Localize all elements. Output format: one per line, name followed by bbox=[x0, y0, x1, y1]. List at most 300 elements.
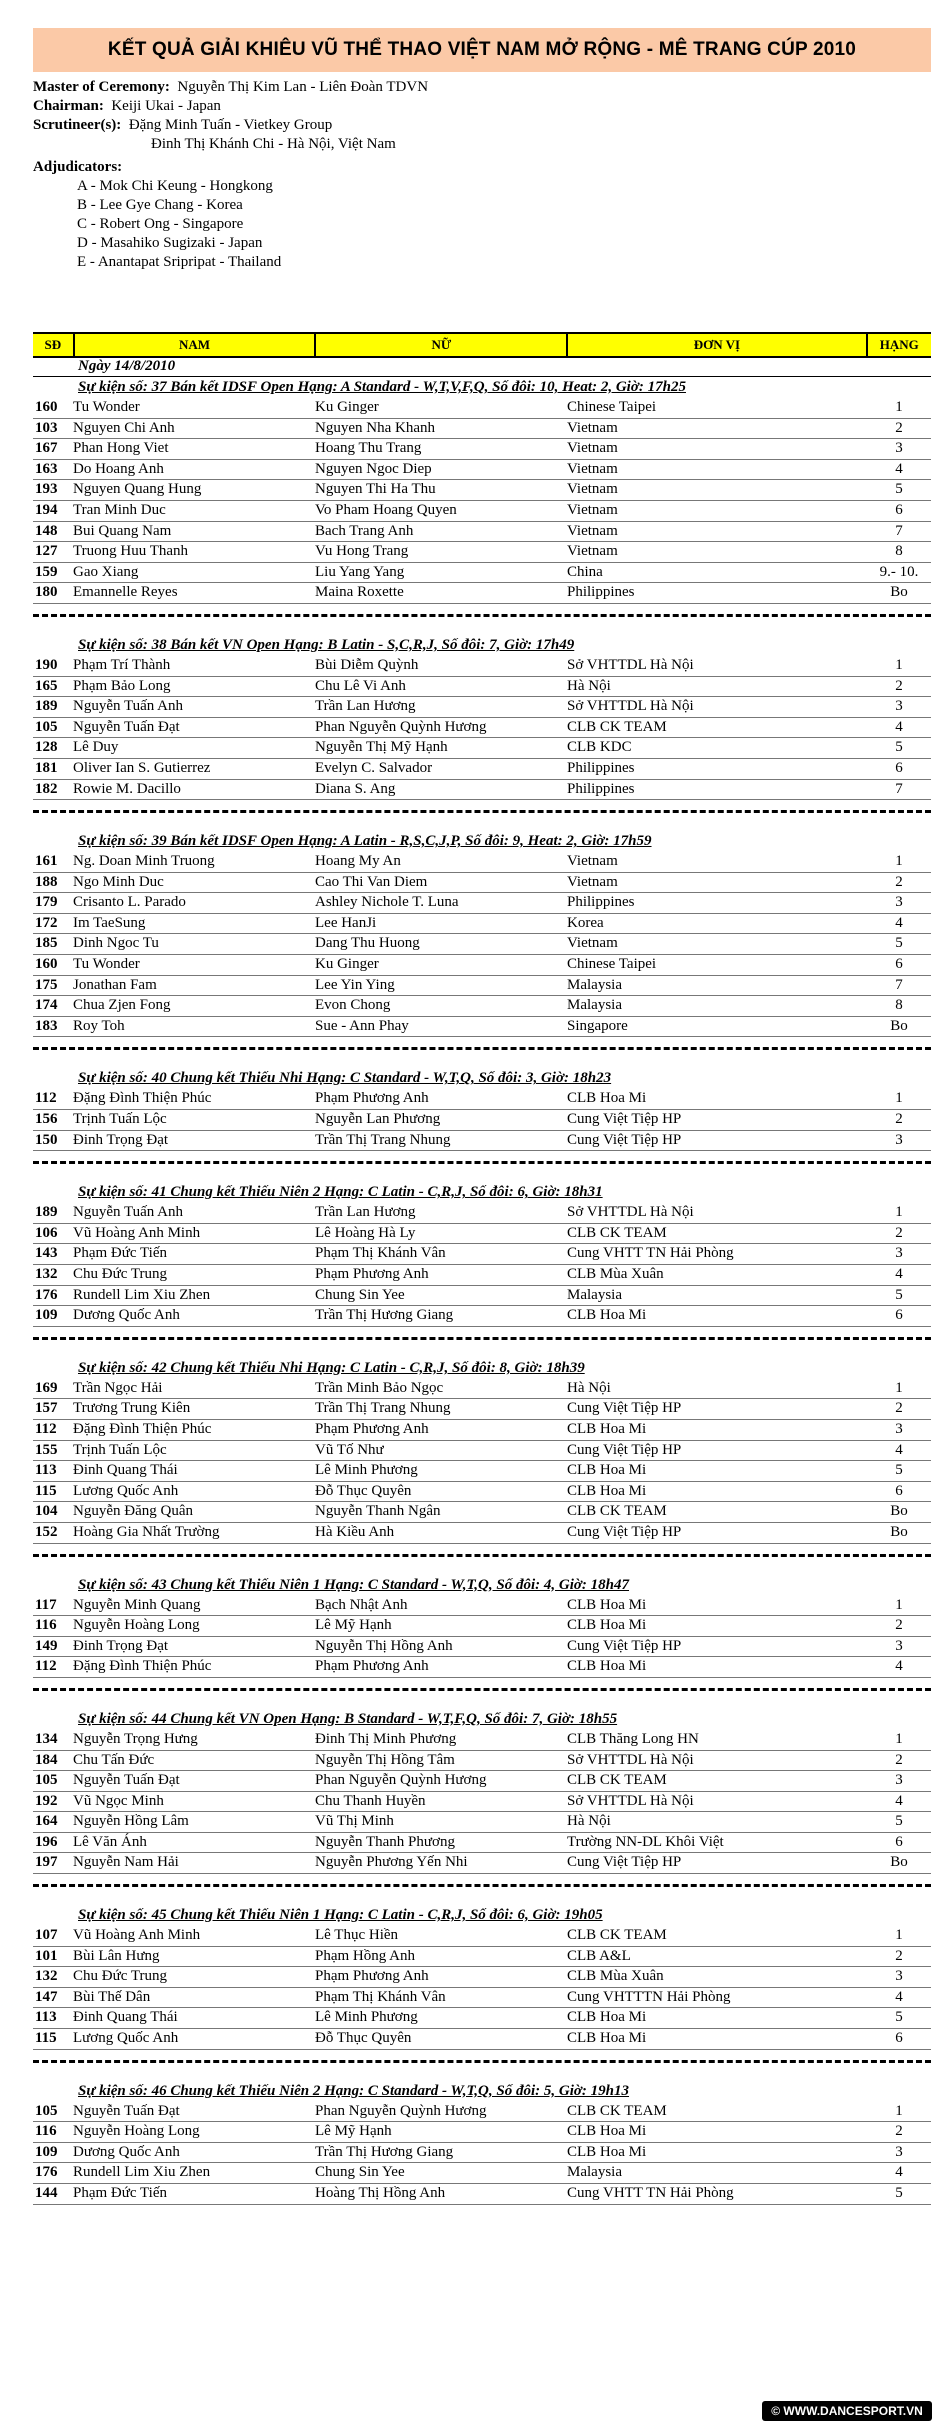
cell-hang: 3 bbox=[895, 1968, 903, 1985]
cell-hang: 1 bbox=[895, 1090, 903, 1107]
cell-don-vi: Singapore bbox=[567, 1017, 628, 1034]
date-label: Ngày 14/8/2010 bbox=[33, 356, 931, 377]
scrutineer-value-2: Đinh Thị Khánh Chi - Hà Nội, Việt Nam bbox=[151, 136, 396, 152]
cell-nu: Nguyễn Thị Hồng Tâm bbox=[315, 1751, 455, 1768]
table-row bbox=[33, 460, 931, 481]
cell-sd: 167 bbox=[35, 440, 58, 457]
cell-don-vi: Cung Việt Tiệp HP bbox=[567, 1854, 682, 1871]
cell-nu: Nguyễn Lan Phương bbox=[315, 1111, 441, 1128]
table-row bbox=[33, 759, 931, 780]
cell-nam: Chu Đức Trung bbox=[73, 1266, 167, 1282]
cell-nam: Phạm Đức Tiến bbox=[73, 1245, 167, 1262]
cell-don-vi: Malaysia bbox=[567, 976, 622, 993]
event-block bbox=[33, 1905, 931, 2063]
cell-hang: 3 bbox=[895, 1420, 903, 1437]
cell-nu: Phạm Thị Khánh Vân bbox=[315, 1988, 446, 2005]
cell-nu: Nguyễn Thị Hồng Anh bbox=[315, 1637, 453, 1654]
cell-nam: Lương Quốc Anh bbox=[73, 1482, 179, 1499]
cell-don-vi: Philippines bbox=[567, 584, 635, 601]
cell-don-vi: Sở VHTTDL Hà Nội bbox=[567, 656, 694, 673]
cell-nu: Phạm Phương Anh bbox=[315, 1968, 429, 1985]
table-row bbox=[33, 1637, 931, 1658]
cell-hang: 6 bbox=[895, 759, 903, 776]
cell-sd: 172 bbox=[35, 914, 58, 931]
cell-nu: Hoàng Thị Hồng Anh bbox=[315, 2185, 446, 2201]
cell-sd: 160 bbox=[35, 399, 58, 415]
cell-nam: Phạm Trí Thành bbox=[73, 656, 171, 673]
table-row bbox=[33, 1017, 931, 1038]
cell-nam: Nguyễn Tuấn Đạt bbox=[73, 1772, 180, 1789]
cell-hang: 4 bbox=[895, 1792, 903, 1809]
cell-don-vi: CLB Hoa Mi bbox=[567, 1617, 647, 1634]
adjudicators-header bbox=[33, 158, 913, 177]
cell-hang: 7 bbox=[895, 780, 903, 797]
cell-nam: Đặng Đình Thiện Phúc bbox=[73, 1090, 212, 1107]
cell-don-vi: Cung VHTT TN Hải Phòng bbox=[567, 2185, 734, 2201]
table-row bbox=[33, 1812, 931, 1833]
cell-don-vi: Philippines bbox=[567, 759, 635, 776]
table-row bbox=[33, 1523, 931, 1544]
cell-nu: Phan Nguyễn Quỳnh Hương bbox=[315, 718, 487, 735]
cell-nam: Vũ Ngọc Minh bbox=[73, 1792, 164, 1809]
cell-sd: 176 bbox=[35, 1286, 58, 1303]
event-block bbox=[33, 1709, 931, 1887]
event-block bbox=[33, 1182, 931, 1340]
cell-sd: 112 bbox=[35, 1090, 57, 1107]
scrutineer-row-2 bbox=[33, 135, 913, 154]
table-row bbox=[33, 955, 931, 976]
table-row bbox=[33, 1988, 931, 2009]
event-title: Sự kiện số: 46 Chung kết Thiếu Niên 2 Hạng: C Standard - W,T,Q, Số đôi: 5, Giờ: 19h13 bbox=[78, 2082, 630, 2099]
cell-don-vi: Malaysia bbox=[567, 2164, 622, 2181]
cell-hang: 1 bbox=[895, 656, 903, 673]
cell-hang: 5 bbox=[895, 1813, 903, 1830]
cell-nu: Ku Ginger bbox=[315, 956, 379, 973]
cell-nam: Nguyễn Tuấn Đạt bbox=[73, 718, 180, 735]
cell-nam: Đặng Đình Thiện Phúc bbox=[73, 1658, 212, 1675]
cell-don-vi: Chinese Taipei bbox=[567, 956, 657, 973]
cell-hang: 6 bbox=[895, 501, 903, 518]
section-divider bbox=[33, 1678, 931, 1691]
cell-hang: 2 bbox=[895, 419, 903, 436]
table-row bbox=[33, 2163, 931, 2184]
cell-sd: 115 bbox=[35, 2030, 57, 2047]
cell-nu: Trần Thị Hương Giang bbox=[315, 2143, 454, 2160]
cell-hang: 2 bbox=[895, 1617, 903, 1634]
cell-don-vi: Vietnam bbox=[567, 853, 618, 870]
cell-nam: Oliver Ian S. Gutierrez bbox=[73, 759, 211, 776]
cell-nu: Maina Roxette bbox=[315, 584, 404, 601]
table-row bbox=[33, 1306, 931, 1327]
table-row bbox=[33, 1853, 931, 1874]
cell-don-vi: Vietnam bbox=[567, 522, 618, 539]
table-row bbox=[33, 976, 931, 997]
cell-hang: 2 bbox=[895, 1947, 903, 1964]
event-title: Sự kiện số: 45 Chung kết Thiếu Niên 1 Hạng: C Latin - C,R,J, Số đôi: 6, Giờ: 19h05 bbox=[78, 1907, 603, 1924]
event-title: Sự kiện số: 40 Chung kết Thiếu Nhi Hạng: C Standard - W,T,Q, Số đôi: 3, Giờ: 18h23 bbox=[78, 1070, 612, 1087]
cell-sd: 180 bbox=[35, 584, 58, 601]
cell-nam: Chu Đức Trung bbox=[73, 1968, 167, 1985]
event-block bbox=[33, 1358, 931, 1557]
cell-hang: 3 bbox=[895, 1131, 903, 1148]
cell-nam: Nguyễn Trọng Hưng bbox=[73, 1730, 198, 1747]
cell-sd: 116 bbox=[35, 1617, 57, 1634]
cell-nu: Diana S. Ang bbox=[315, 780, 396, 797]
cell-nam: Jonathan Fam bbox=[73, 976, 157, 993]
cell-nu: Nguyen Thi Ha Thu bbox=[315, 481, 436, 498]
cell-nam: Nguyễn Nam Hải bbox=[73, 1854, 179, 1871]
cell-don-vi: CLB Hoa Mi bbox=[567, 2030, 647, 2047]
cell-nu: Nguyễn Phương Yến Nhi bbox=[315, 1854, 468, 1871]
cell-don-vi: Cung VHTTTN Hải Phòng bbox=[567, 1988, 731, 2005]
table-row bbox=[33, 419, 931, 440]
cell-sd: 161 bbox=[35, 853, 58, 870]
adjudicator-item: E - Anantapat Sripripat - Thailand bbox=[77, 254, 282, 270]
table-row bbox=[33, 1089, 931, 1110]
event-block bbox=[33, 635, 931, 813]
table-row bbox=[33, 893, 931, 914]
cell-nu: Phan Nguyễn Quỳnh Hương bbox=[315, 1772, 487, 1789]
cell-nu: Vo Pham Hoang Quyen bbox=[315, 501, 457, 518]
cell-hang: 1 bbox=[895, 853, 903, 870]
cell-hang: 4 bbox=[895, 718, 903, 735]
cell-sd: 144 bbox=[35, 2185, 58, 2201]
header-sd: SĐ bbox=[33, 334, 75, 356]
cell-hang: 2 bbox=[895, 1224, 903, 1241]
adjudicators-label: Adjudicators: bbox=[33, 159, 123, 175]
cell-sd: 163 bbox=[35, 460, 58, 477]
table-row bbox=[33, 1657, 931, 1678]
cell-nu: Đỗ Thục Quyên bbox=[315, 1482, 412, 1499]
cell-hang: 2 bbox=[895, 677, 903, 694]
cell-nam: Vũ Hoàng Anh Minh bbox=[73, 1224, 201, 1241]
adjudicator-item: B - Lee Gye Chang - Korea bbox=[77, 197, 243, 213]
cell-sd: 112 bbox=[35, 1420, 57, 1437]
cell-don-vi: CLB CK TEAM bbox=[567, 1503, 667, 1520]
cell-nu: Phạm Phương Anh bbox=[315, 1266, 429, 1282]
cell-nam: Emannelle Reyes bbox=[73, 584, 178, 601]
cell-sd: 193 bbox=[35, 481, 58, 498]
cell-nam: Nguyễn Tuấn Anh bbox=[73, 1204, 184, 1221]
table-row bbox=[33, 1441, 931, 1462]
cell-sd: 113 bbox=[35, 2009, 57, 2026]
cell-hang: 2 bbox=[895, 1111, 903, 1128]
cell-don-vi: Cung Việt Tiệp HP bbox=[567, 1111, 682, 1128]
cell-sd: 190 bbox=[35, 656, 58, 673]
cell-nu: Lê Mỹ Hạnh bbox=[315, 1617, 392, 1634]
table-row bbox=[33, 439, 931, 460]
cell-sd: 117 bbox=[35, 1596, 57, 1613]
cell-don-vi: Vietnam bbox=[567, 419, 618, 436]
cell-nu: Phạm Phương Anh bbox=[315, 1658, 429, 1675]
table-row bbox=[33, 480, 931, 501]
cell-nam: Bùi Thế Dân bbox=[73, 1988, 151, 2005]
cell-don-vi: Sở VHTTDL Hà Nội bbox=[567, 1204, 694, 1221]
table-row bbox=[33, 1947, 931, 1968]
cell-sd: 128 bbox=[35, 739, 58, 756]
cell-hang: 1 bbox=[895, 1730, 903, 1747]
table-row bbox=[33, 738, 931, 759]
table-row bbox=[33, 2143, 931, 2164]
table-row bbox=[33, 2102, 931, 2123]
header-nu: NỮ bbox=[316, 334, 568, 356]
cell-don-vi: Vietnam bbox=[567, 481, 618, 498]
section-divider bbox=[33, 800, 931, 813]
cell-don-vi: Vietnam bbox=[567, 440, 618, 457]
cell-sd: 188 bbox=[35, 873, 58, 890]
cell-hang: 4 bbox=[895, 914, 903, 931]
cell-hang: 9.- 10. bbox=[879, 563, 919, 580]
cell-sd: 101 bbox=[35, 1947, 58, 1964]
adjudicator-item: D - Masahiko Sugizaki - Japan bbox=[77, 235, 263, 251]
cell-nu: Nguyễn Thanh Ngân bbox=[315, 1503, 441, 1520]
cell-nu: Lê Mỹ Hạnh bbox=[315, 2123, 392, 2140]
cell-nu: Bach Trang Anh bbox=[315, 522, 414, 539]
cell-don-vi: CLB Hoa Mi bbox=[567, 1307, 647, 1324]
table-row bbox=[33, 1616, 931, 1637]
cell-don-vi: CLB Hoa Mi bbox=[567, 1658, 647, 1675]
cell-nu: Liu Yang Yang bbox=[315, 563, 405, 580]
event-title: Sự kiện số: 38 Bán kết VN Open Hạng: B Latin - S,C,R,J, Số đôi: 7, Giờ: 17h49 bbox=[78, 636, 575, 653]
cell-nam: Nguyễn Tuấn Anh bbox=[73, 698, 184, 715]
cell-nam: Tran Minh Duc bbox=[73, 501, 166, 518]
cell-don-vi: CLB CK TEAM bbox=[567, 1772, 667, 1789]
table-row bbox=[33, 2184, 931, 2205]
cell-sd: 134 bbox=[35, 1730, 58, 1747]
cell-sd: 103 bbox=[35, 419, 58, 436]
cell-don-vi: Cung Việt Tiệp HP bbox=[567, 1400, 682, 1417]
chairman-value: Keiji Ukai - Japan bbox=[111, 98, 221, 114]
table-row bbox=[33, 563, 931, 584]
cell-don-vi: CLB A&L bbox=[567, 1947, 631, 1964]
cell-nam: Rundell Lim Xiu Zhen bbox=[73, 1286, 211, 1303]
cell-nam: Nguyễn Hoàng Long bbox=[73, 1617, 200, 1634]
cell-nam: Rundell Lim Xiu Zhen bbox=[73, 2164, 211, 2181]
cell-don-vi: Vietnam bbox=[567, 460, 618, 477]
cell-hang: 5 bbox=[895, 1286, 903, 1303]
cell-hang: 3 bbox=[895, 698, 903, 715]
table-row bbox=[33, 1461, 931, 1482]
table-row bbox=[33, 1286, 931, 1307]
table-row bbox=[33, 398, 931, 419]
cell-sd: 174 bbox=[35, 997, 58, 1014]
cell-nu: Hoang My An bbox=[315, 853, 401, 870]
table-row bbox=[33, 1420, 931, 1441]
cell-sd: 189 bbox=[35, 698, 58, 715]
cell-nam: Lê Văn Ánh bbox=[73, 1833, 147, 1850]
cell-hang: 3 bbox=[895, 440, 903, 457]
cell-nu: Bùi Diễm Quỳnh bbox=[315, 656, 419, 673]
cell-don-vi: Malaysia bbox=[567, 997, 622, 1014]
cell-hang: 8 bbox=[895, 997, 903, 1014]
cell-sd: 194 bbox=[35, 501, 58, 518]
cell-don-vi: Sở VHTTDL Hà Nội bbox=[567, 1792, 694, 1809]
event-block bbox=[33, 2081, 931, 2205]
cell-nam: Ng. Doan Minh Truong bbox=[73, 853, 215, 870]
cell-nam: Truong Huu Thanh bbox=[73, 543, 189, 560]
cell-nam: Phạm Đức Tiến bbox=[73, 2185, 167, 2201]
cell-nu: Trần Thị Trang Nhung bbox=[315, 1400, 451, 1417]
cell-nam: Rowie M. Dacillo bbox=[73, 780, 181, 797]
cell-hang: 1 bbox=[895, 1596, 903, 1613]
cell-sd: 132 bbox=[35, 1266, 58, 1282]
cell-sd: 185 bbox=[35, 935, 58, 952]
cell-sd: 116 bbox=[35, 2123, 57, 2140]
cell-nu: Chung Sin Yee bbox=[315, 2164, 405, 2181]
cell-sd: 143 bbox=[35, 1245, 58, 1262]
cell-nu: Ku Ginger bbox=[315, 399, 379, 415]
cell-sd: 105 bbox=[35, 1772, 58, 1789]
cell-don-vi: Philippines bbox=[567, 894, 635, 911]
table-row bbox=[33, 542, 931, 563]
table-row bbox=[33, 996, 931, 1017]
cell-don-vi: Vietnam bbox=[567, 543, 618, 560]
cell-nam: Nguyễn Đăng Quân bbox=[73, 1503, 193, 1520]
scrutineer-label: Scrutineer(s): bbox=[33, 117, 122, 133]
cell-hang: 3 bbox=[895, 1637, 903, 1654]
table-row bbox=[33, 1833, 931, 1854]
cell-don-vi: Korea bbox=[567, 914, 604, 931]
cell-hang: 3 bbox=[895, 2143, 903, 2160]
cell-nu: Trần Lan Hương bbox=[315, 698, 416, 715]
table-row bbox=[33, 1131, 931, 1152]
cell-nam: Phan Hong Viet bbox=[73, 440, 169, 457]
table-row bbox=[33, 1399, 931, 1420]
cell-nu: Nguyen Nha Khanh bbox=[315, 419, 435, 436]
cell-sd: 192 bbox=[35, 1792, 58, 1809]
chairman-row bbox=[33, 97, 913, 116]
scrutineer-row bbox=[33, 116, 913, 135]
cell-don-vi: Hà Nội bbox=[567, 677, 611, 694]
event-title: Sự kiện số: 43 Chung kết Thiếu Niên 1 Hạng: C Standard - W,T,Q, Số đôi: 4, Giờ: 18h47 bbox=[78, 1576, 630, 1593]
cell-nam: Dinh Ngoc Tu bbox=[73, 935, 159, 952]
cell-don-vi: CLB CK TEAM bbox=[567, 718, 667, 735]
cell-nu: Hoang Thu Trang bbox=[315, 440, 422, 457]
cell-nam: Đinh Quang Thái bbox=[73, 1462, 178, 1479]
cell-hang: 6 bbox=[895, 1833, 903, 1850]
cell-nam: Dương Quốc Anh bbox=[73, 1307, 180, 1324]
table-row bbox=[33, 852, 931, 873]
table-header bbox=[33, 332, 931, 358]
cell-don-vi: Sở VHTTDL Hà Nội bbox=[567, 1751, 694, 1768]
cell-don-vi: CLB Hoa Mi bbox=[567, 2143, 647, 2160]
cell-hang: Bo bbox=[890, 1854, 908, 1871]
table-row bbox=[33, 2008, 931, 2029]
cell-nam: Nguyễn Hồng Lâm bbox=[73, 1813, 189, 1830]
cell-hang: 6 bbox=[895, 2030, 903, 2047]
cell-don-vi: Cung Việt Tiệp HP bbox=[567, 1637, 682, 1654]
cell-hang: 2 bbox=[895, 873, 903, 890]
cell-sd: 109 bbox=[35, 1307, 58, 1324]
cell-don-vi: CLB Mùa Xuân bbox=[567, 1266, 664, 1282]
cell-sd: 189 bbox=[35, 1204, 58, 1221]
table-row bbox=[33, 1730, 931, 1751]
cell-sd: 184 bbox=[35, 1751, 58, 1768]
cell-nu: Hà Kiều Anh bbox=[315, 1523, 395, 1540]
cell-don-vi: Cung Việt Tiệp HP bbox=[567, 1131, 682, 1148]
cell-sd: 104 bbox=[35, 1503, 58, 1520]
cell-nu: Evon Chong bbox=[315, 997, 391, 1014]
cell-nu: Nguyễn Thanh Phương bbox=[315, 1833, 455, 1850]
table-row bbox=[33, 697, 931, 718]
cell-hang: 5 bbox=[895, 2185, 903, 2201]
cell-hang: 5 bbox=[895, 739, 903, 756]
cell-sd: 105 bbox=[35, 718, 58, 735]
cell-sd: 183 bbox=[35, 1017, 58, 1034]
table-row bbox=[33, 934, 931, 955]
cell-nam: Bui Quang Nam bbox=[73, 522, 172, 539]
cell-nu: Chu Thanh Huyền bbox=[315, 1792, 426, 1809]
cell-nam: Đinh Trọng Đạt bbox=[73, 1131, 169, 1148]
cell-nam: Trần Ngọc Hải bbox=[73, 1379, 163, 1396]
header-don-vi: ĐƠN VỊ bbox=[568, 334, 867, 356]
event-title: Sự kiện số: 42 Chung kết Thiếu Nhi Hạng: C Latin - C,R,J, Số đôi: 8, Giờ: 18h39 bbox=[78, 1359, 585, 1376]
cell-sd: 150 bbox=[35, 1131, 58, 1148]
cell-nam: Vũ Hoàng Anh Minh bbox=[73, 1927, 201, 1944]
cell-hang: 4 bbox=[895, 1658, 903, 1675]
cell-nu: Bạch Nhật Anh bbox=[315, 1596, 408, 1613]
cell-hang: Bo bbox=[890, 1523, 908, 1540]
cell-don-vi: Cung VHTT TN Hải Phòng bbox=[567, 1245, 734, 1262]
cell-sd: 164 bbox=[35, 1813, 58, 1830]
cell-hang: 6 bbox=[895, 956, 903, 973]
table-row bbox=[33, 1751, 931, 1772]
cell-don-vi: CLB Mùa Xuân bbox=[567, 1968, 664, 1985]
cell-nam: Chu Tấn Đức bbox=[73, 1751, 155, 1768]
cell-nu: Vu Hong Trang bbox=[315, 543, 409, 560]
table-row bbox=[33, 677, 931, 698]
table-row bbox=[33, 718, 931, 739]
cell-nu: Phạm Thị Khánh Vân bbox=[315, 1245, 446, 1262]
cell-hang: 2 bbox=[895, 1400, 903, 1417]
cell-don-vi: Malaysia bbox=[567, 1286, 622, 1303]
table-row bbox=[33, 1771, 931, 1792]
cell-sd: 107 bbox=[35, 1927, 58, 1944]
cell-nu: Dang Thu Huong bbox=[315, 935, 420, 952]
cell-nu: Vũ Thị Minh bbox=[315, 1813, 394, 1830]
cell-sd: 148 bbox=[35, 522, 58, 539]
cell-hang: 2 bbox=[895, 2123, 903, 2140]
cell-sd: 156 bbox=[35, 1111, 58, 1128]
cell-nu: Trần Thị Hương Giang bbox=[315, 1307, 454, 1324]
cell-sd: 196 bbox=[35, 1833, 58, 1850]
table-row bbox=[33, 501, 931, 522]
cell-don-vi: Cung Việt Tiệp HP bbox=[567, 1523, 682, 1540]
cell-sd: 182 bbox=[35, 780, 58, 797]
officials-block bbox=[33, 78, 913, 272]
cell-don-vi: CLB Hoa Mi bbox=[567, 2123, 647, 2140]
table-row bbox=[33, 1596, 931, 1617]
chairman-label: Chairman: bbox=[33, 98, 104, 114]
cell-don-vi: China bbox=[567, 563, 603, 580]
cell-sd: 179 bbox=[35, 894, 58, 911]
cell-sd: 160 bbox=[35, 956, 58, 973]
cell-hang: 1 bbox=[895, 399, 903, 415]
cell-sd: 113 bbox=[35, 1462, 57, 1479]
scrutineer-value-1: Đặng Minh Tuấn - Vietkey Group bbox=[128, 117, 333, 133]
cell-hang: 5 bbox=[895, 1462, 903, 1479]
table-row bbox=[33, 1482, 931, 1503]
cell-hang: 3 bbox=[895, 1245, 903, 1262]
cell-nu: Lê Minh Phương bbox=[315, 2009, 418, 2026]
cell-sd: 169 bbox=[35, 1379, 58, 1396]
cell-sd: 105 bbox=[35, 2102, 58, 2119]
cell-don-vi: Cung Việt Tiệp HP bbox=[567, 1441, 682, 1458]
event-title: Sự kiện số: 44 Chung kết VN Open Hạng: B Standard - W,T,F,Q, Số đôi: 7, Giờ: 18h55 bbox=[78, 1710, 618, 1727]
table-row bbox=[33, 914, 931, 935]
cell-nu: Lê Thục Hiền bbox=[315, 1927, 399, 1944]
cell-nam: Tu Wonder bbox=[73, 956, 140, 973]
